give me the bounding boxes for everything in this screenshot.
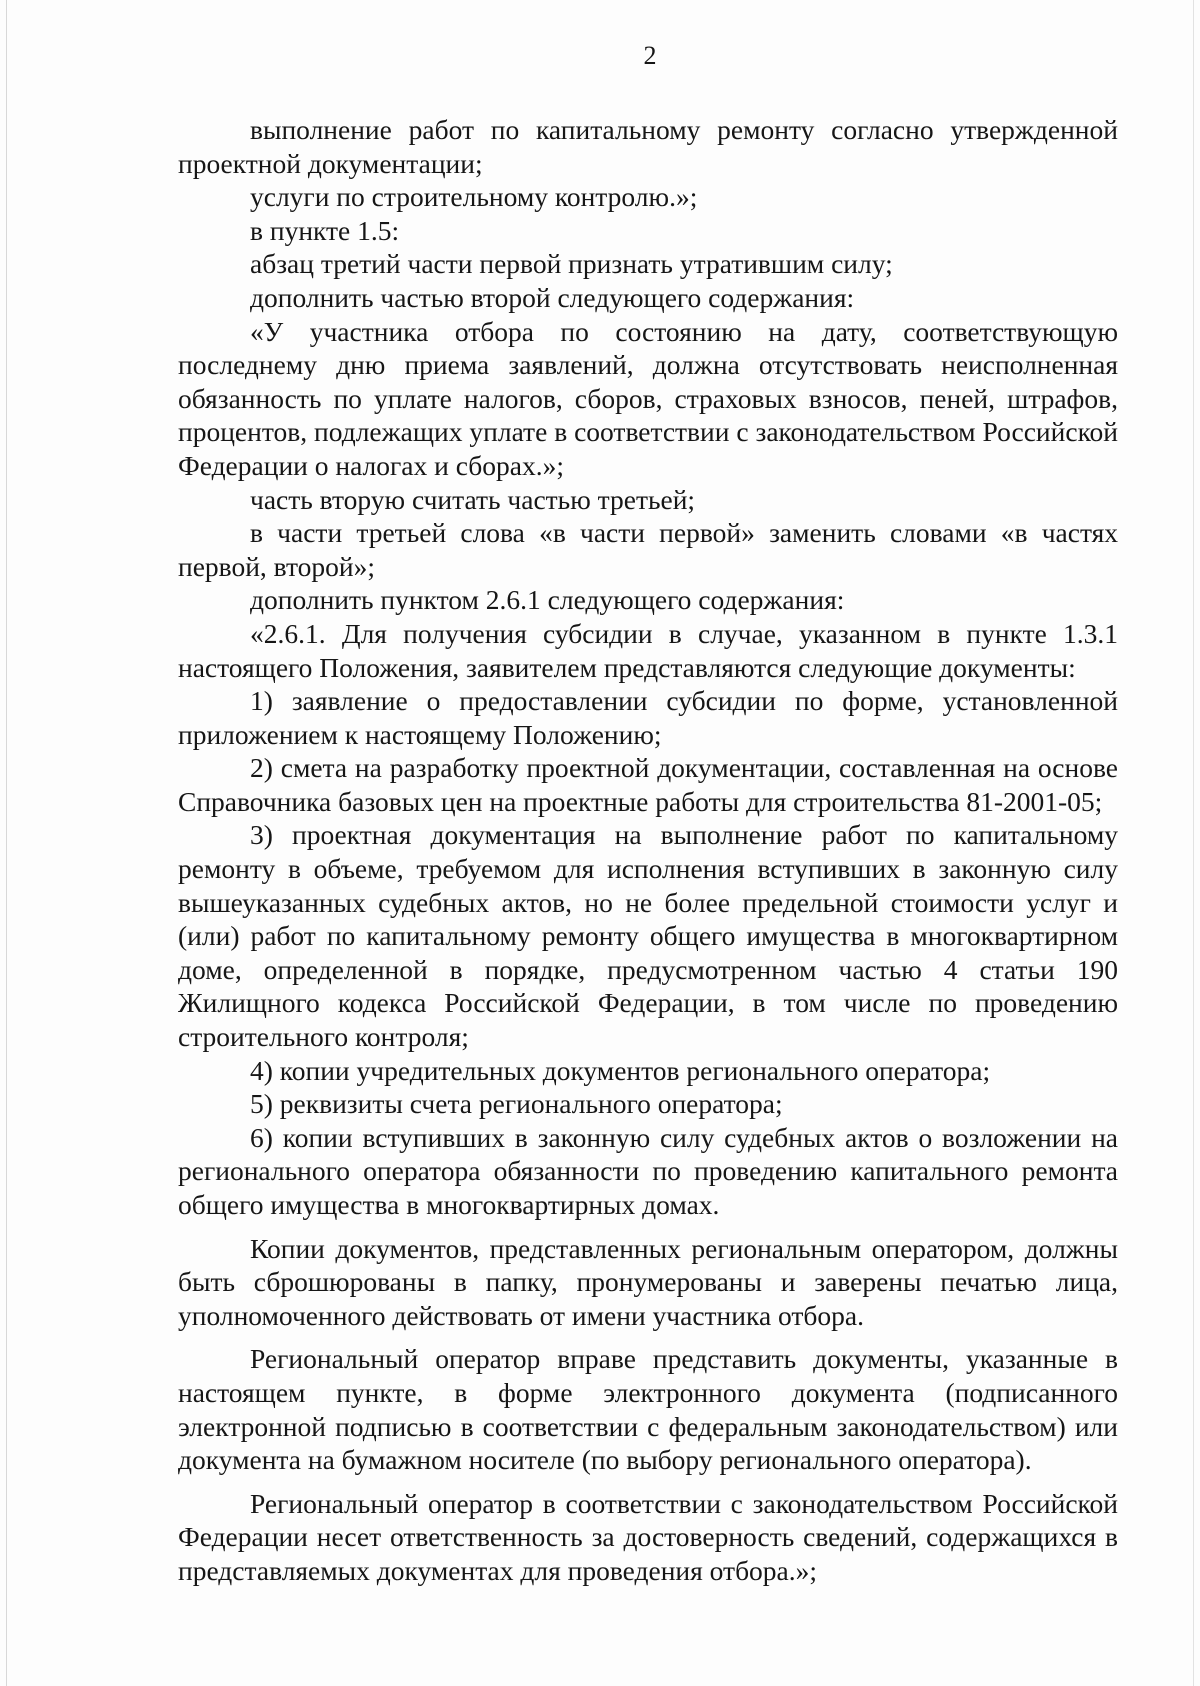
paragraph: дополнить частью второй следующего содержания: bbox=[250, 281, 855, 313]
paragraph: выполнение работ по капитальному ремонту согласно утвержденной проектной документации; bbox=[178, 114, 1118, 179]
paragraph: «У участника отбора по состоянию на дату, соответствующую последнему дню приема заявлений, должна отсутствовать неисполненная обязанность по уплате налогов, сборов, страховых взносов, пеней, штрафов, процентов, подлежащих уплате в соответствии с законодательством Российской Федерации о налогах и сборах.»; bbox=[178, 315, 1118, 481]
list-item: 2) смета на разработку проектной документации, составленная на основе Справочника базовых цен на проектные работы для строительства 81-2001-05; bbox=[178, 752, 1118, 817]
paragraph: абзац третий части первой признать утратившим силу; bbox=[250, 248, 893, 280]
list-item: 3) проектная документация на выполнение работ по капитальному ремонту в объеме, требуемом для исполнения вступивших в законную силу вышеуказанных судебных актов, но не более предельной стоимости услуг и (или) работ по капитальному ремонту общего имущества в многоквартирном доме, определенной в порядке, предусмотренном частью 4 статьи 190 Жилищного кодекса Российской Федерации, в том числе по проведению строительного контроля; bbox=[178, 819, 1118, 1053]
paragraph: дополнить пунктом 2.6.1 следующего содержания: bbox=[250, 584, 845, 616]
list-item: 1) заявление о предоставлении субсидии по форме, установленной приложением к настоящему Положению; bbox=[178, 685, 1118, 750]
paragraph: Региональный оператор вправе представить документы, указанные в настоящем пункте, в форме электронного документа (подписанного электронной подписью в соответствии с федеральным законодательством) или документа на бумажном носителе (по выбору регионального оператора). bbox=[178, 1343, 1118, 1476]
paragraph: в части третьей слова «в части первой» заменить словами «в частях первой, второй»; bbox=[178, 517, 1118, 582]
paragraph: Региональный оператор в соответствии с законодательством Российской Федерации несет ответственность за достоверность сведений, содержащихся в представляемых документах для проведения отбора.»; bbox=[178, 1487, 1118, 1586]
scan-edge-right bbox=[1193, 0, 1194, 1686]
scan-edge-left bbox=[6, 0, 7, 1686]
paragraph: часть вторую считать частью третьей; bbox=[250, 483, 696, 515]
paragraph: услуги по строительному контролю.»; bbox=[250, 181, 698, 213]
document-body bbox=[178, 113, 1118, 1588]
list-item: 4) копии учредительных документов регионального оператора; bbox=[250, 1054, 991, 1086]
page-number: 2 bbox=[643, 41, 657, 70]
paragraph: «2.6.1. Для получения субсидии в случае, указанном в пункте 1.3.1 настоящего Положения, заявителем представляются следующие документы: bbox=[178, 617, 1118, 683]
paragraph: Копии документов, представленных региональным оператором, должны быть сброшюрованы в папку, пронумерованы и заверены печатью лица, уполномоченного действовать от имени участника отбора. bbox=[178, 1232, 1118, 1331]
list-item: 5) реквизиты счета регионального оператора; bbox=[250, 1088, 783, 1120]
paragraph: в пункте 1.5: bbox=[250, 214, 400, 246]
list-item: 6) копии вступивших в законную силу судебных актов о возложении на регионального оператора обязанности по проведению капитального ремонта общего имущества в многоквартирных домах. bbox=[178, 1121, 1118, 1220]
